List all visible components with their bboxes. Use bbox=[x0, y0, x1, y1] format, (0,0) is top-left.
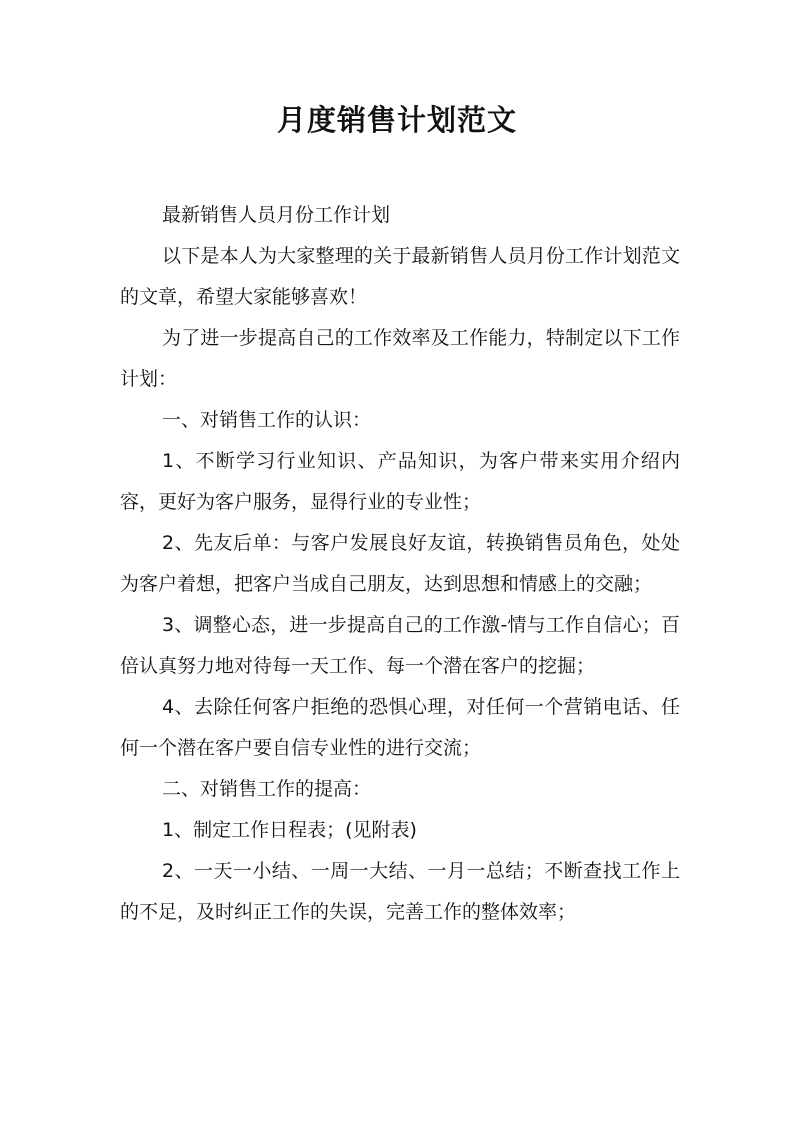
improvement-item-2: 2、一天一小结、一周一大结、一月一总结；不断查找工作上的不足，及时纠正工作的失误，完善工作的整体效率； bbox=[120, 860, 680, 923]
list-item-3: 3、调整心态，进一步提高自己的工作激-情与工作自信心；百倍认真努力地对待每一天工作、每一个潜在客户的挖掘； bbox=[120, 614, 680, 677]
paragraph-intro: 以下是本人为大家整理的关于最新销售人员月份工作计划范文的文章，希望大家能够喜欢！ bbox=[120, 245, 680, 308]
paragraph-purpose: 为了进一步提高自己的工作效率及工作能力，特制定以下工作计划： bbox=[120, 327, 680, 390]
list-item-1: 1、不断学习行业知识、产品知识，为客户带来实用介绍内容，更好为客户服务，显得行业的专业性； bbox=[120, 450, 680, 513]
improvement-item-1: 1、制定工作日程表；(见附表) bbox=[162, 819, 417, 841]
section-heading-understanding: 一、对销售工作的认识： bbox=[162, 409, 372, 431]
paragraph-subtitle: 最新销售人员月份工作计划 bbox=[162, 204, 391, 226]
section-heading-improvement: 二、对销售工作的提高： bbox=[162, 778, 372, 800]
list-item-4: 4、去除任何客户拒绝的恐惧心理，对任何一个营销电话、任何一个潜在客户要自信专业性的进行交流； bbox=[120, 696, 680, 759]
document-title: 月度销售计划范文 bbox=[276, 103, 517, 137]
document-body bbox=[120, 195, 680, 933]
list-item-2: 2、先友后单：与客户发展良好友谊，转换销售员角色，处处为客户着想，把客户当成自己朋友，达到思想和情感上的交融； bbox=[120, 532, 680, 595]
